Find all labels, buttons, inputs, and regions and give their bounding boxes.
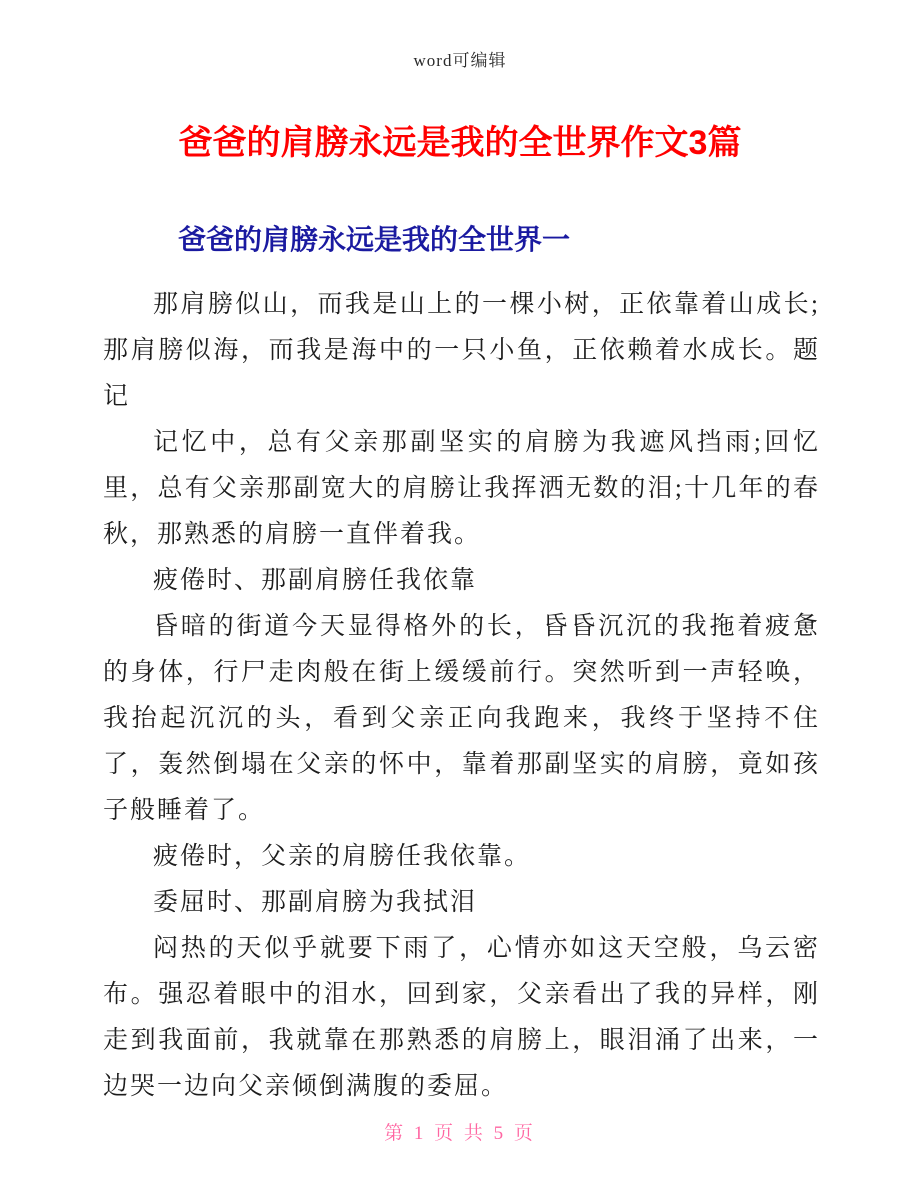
page-number-footer: 第 1 页 共 5 页 — [384, 1123, 536, 1144]
paragraph-block — [103, 282, 820, 1110]
paragraph: 委屈时、那副肩膀为我拭泪 — [153, 889, 478, 916]
paragraph: 记忆中，总有父亲那副坚实的肩膀为我遮风挡雨;回忆里，总有父亲那副宽大的肩膀让我挥洒无数的泪;十几年的春秋，那熟悉的肩膀一直伴着我。 — [103, 429, 820, 548]
paragraph: 疲倦时，父亲的肩膀任我依靠。 — [153, 843, 532, 870]
paragraph: 闷热的天似乎就要下雨了，心情亦如这天空般，乌云密布。强忍着眼中的泪水，回到家，父亲看出了我的异样，刚走到我面前，我就靠在那熟悉的肩膀上，眼泪涌了出来，一边哭一边向父亲倾倒满腹的委屈。 — [103, 935, 820, 1100]
paragraph: 昏暗的街道今天显得格外的长，昏昏沉沉的我拖着疲惫的身体，行尸走肉般在街上缓缓前行。突然听到一声轻唤，我抬起沉沉的头，看到父亲正向我跑来，我终于坚持不住了，轰然倒塌在父亲的怀中，靠着那副坚实的肩膀，竟如孩子般睡着了。 — [103, 613, 820, 824]
paragraph: 疲倦时、那副肩膀任我依靠 — [153, 567, 478, 594]
paragraph: 那肩膀似山，而我是山上的一棵小树，正依靠着山成长;那肩膀似海，而我是海中的一只小鱼，正依赖着水成长。题记 — [103, 291, 820, 410]
page-title: 爸爸的肩膀永远是我的全世界作文3篇 — [178, 124, 742, 162]
document-body — [0, 218, 920, 1110]
header-watermark: word可编辑 — [413, 51, 507, 70]
section-heading: 爸爸的肩膀永远是我的全世界一 — [178, 224, 571, 255]
